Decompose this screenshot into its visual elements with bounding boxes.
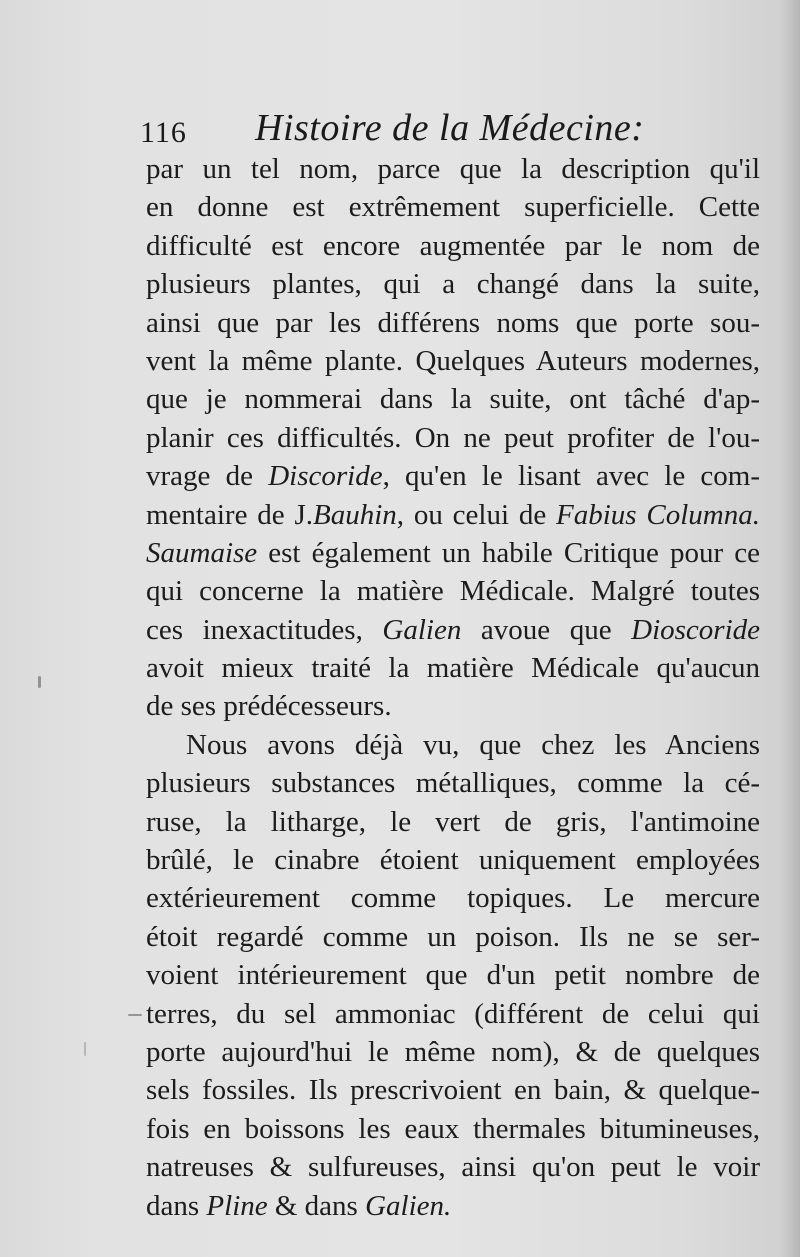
text-line	[146, 879, 760, 917]
text-segment: , qu'en le lisant avec le com-	[382, 460, 761, 493]
text-segment: Nous avons déjà vu, que chez les Anciens	[186, 728, 760, 761]
italic-name: Pline	[206, 1189, 268, 1222]
page-header	[140, 106, 780, 154]
paper-speck	[640, 742, 642, 744]
text-segment: par un tel nom, parce que la description qu'il	[146, 153, 760, 185]
text-segment: étoit regardé comme un poison. Ils ne se ser-	[146, 920, 760, 953]
text-line	[146, 150, 760, 188]
text-segment: terres, du sel ammoniac (différent de celui qui	[146, 997, 760, 1030]
italic-name: Fabius Columna.	[556, 498, 760, 531]
italic-name: Bauhin	[313, 498, 397, 531]
text-line	[146, 995, 760, 1033]
text-line	[146, 380, 760, 418]
text-line	[146, 687, 760, 725]
text-segment: brûlé, le cinabre étoient uniquement employées	[146, 844, 760, 877]
text-line	[146, 803, 760, 841]
text-segment: sels fossiles. Ils prescrivoient en bain, & quelque-	[146, 1074, 760, 1107]
text-line	[146, 918, 760, 956]
text-line	[146, 572, 760, 610]
text-segment: plusieurs plantes, qui a changé dans la suite,	[146, 268, 760, 301]
text-line	[146, 265, 760, 303]
text-line	[146, 188, 760, 226]
text-line	[146, 649, 760, 687]
text-segment: avoit mieux traité la matière Médicale qu'aucun	[146, 652, 760, 685]
text-line	[146, 956, 760, 994]
paper-speck	[84, 1042, 86, 1056]
text-segment: planir ces difficultés. On ne peut profiter de l'ou-	[146, 421, 760, 454]
text-line	[146, 227, 760, 265]
text-line	[146, 1071, 760, 1109]
text-segment: extérieurement comme topiques. Le mercure	[146, 882, 760, 915]
text-segment: plusieurs substances métalliques, comme la cé-	[146, 767, 760, 800]
text-line	[146, 764, 760, 802]
text-line	[146, 1148, 760, 1186]
text-segment: en donne est extrêmement superficielle. Cette	[146, 191, 760, 224]
text-segment: que je nommerai dans la suite, ont tâché d'ap-	[146, 383, 760, 416]
text-segment: ces inexactitudes,	[146, 613, 383, 646]
text-segment: natreuses & sulfureuses, ainsi qu'on peut le voir	[146, 1151, 760, 1184]
text-line	[146, 611, 760, 649]
text-segment: voient intérieurement que d'un petit nombre de	[146, 959, 760, 992]
page-number: 116	[140, 116, 187, 149]
italic-name: Discoride	[268, 460, 383, 493]
text-segment: dans	[146, 1189, 207, 1222]
text-segment: , ou celui de	[396, 498, 557, 531]
text-line	[146, 534, 760, 572]
text-line	[146, 457, 760, 495]
text-line	[146, 1110, 760, 1148]
text-line	[146, 496, 760, 534]
text-line	[146, 841, 760, 879]
text-segment: vent la même plante. Quelques Auteurs modernes,	[146, 344, 760, 377]
text-segment: est également un habile Critique pour ce	[257, 536, 760, 569]
running-title: Histoire de la Médecine:	[255, 107, 645, 149]
text-segment: ruse, la litharge, le vert de gris, l'antimoine	[146, 805, 760, 838]
text-line	[146, 419, 760, 457]
text-segment: fois en boissons les eaux thermales bitumineuses,	[146, 1112, 760, 1145]
body-text	[146, 150, 760, 1225]
italic-name: Galien	[382, 613, 462, 646]
text-segment: qui concerne la matière Médicale. Malgré toutes	[146, 575, 760, 608]
text-line	[146, 1187, 760, 1225]
text-line	[146, 726, 760, 764]
paper-speck	[38, 676, 41, 688]
italic-name: Galien.	[365, 1189, 452, 1222]
text-segment: de ses prédécesseurs.	[146, 690, 392, 723]
text-segment: mentaire de J.	[146, 498, 313, 531]
text-line	[146, 342, 760, 380]
text-segment: difficulté est encore augmentée par le nom de	[146, 229, 760, 262]
italic-name: Dioscoride	[631, 613, 761, 646]
italic-name: Saumaise	[146, 536, 258, 569]
text-line	[146, 304, 760, 342]
text-segment: & dans	[267, 1189, 366, 1222]
text-segment: avoue que	[461, 613, 632, 646]
text-segment: porte aujourd'hui le même nom), & de quelques	[146, 1035, 760, 1068]
text-line	[146, 1033, 760, 1071]
paper-speck	[128, 1014, 142, 1016]
text-segment: ainsi que par les différens noms que porte sou-	[146, 306, 760, 339]
text-segment: vrage de	[146, 460, 269, 493]
